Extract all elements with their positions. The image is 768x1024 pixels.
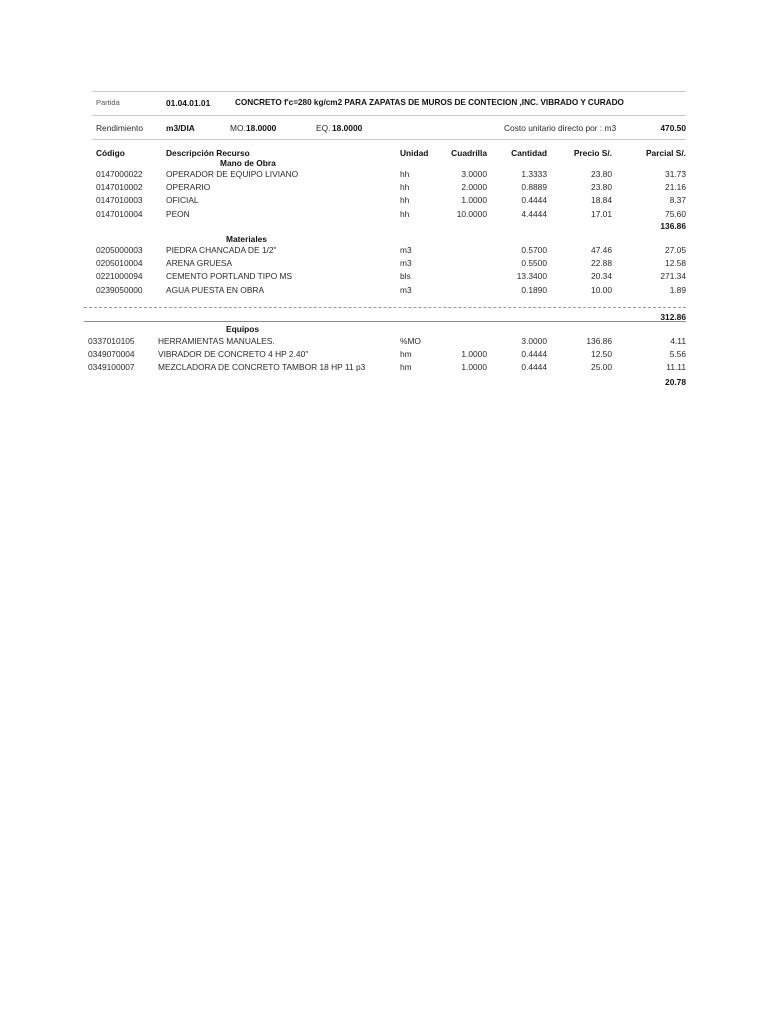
cell-cantidad: 0.5500	[521, 258, 547, 269]
partida-code: 01.04.01.01	[166, 98, 211, 108]
cell-parcial: 31.73	[665, 169, 686, 179]
cell-parcial: 21.16	[665, 182, 686, 193]
cell-cantidad: 0.1890	[521, 284, 547, 295]
mo-label: MO.	[230, 123, 246, 133]
cell-unidad: m3	[400, 258, 412, 269]
cell-precio: 25.00	[591, 362, 612, 373]
cell-cuadrilla: 3.0000	[461, 169, 487, 179]
cell-parcial: 27.05	[665, 245, 686, 255]
cell-codigo: 0205010004	[96, 258, 143, 269]
cell-codigo: 0205000003	[96, 245, 143, 255]
col-codigo: Código	[96, 148, 125, 158]
partida-title: CONCRETO f'c=280 kg/cm2 PARA ZAPATAS DE MUROS DE CONTECION ,INC. VIBRADO Y CURADO	[235, 98, 624, 107]
cell-unidad: hm	[400, 349, 412, 360]
cell-codigo: 0349100007	[88, 362, 135, 373]
cell-codigo: 0349070004	[88, 349, 135, 360]
eq-label: EQ.	[316, 123, 331, 133]
cell-precio: 47.46	[591, 245, 612, 255]
cell-codigo: 0221000094	[96, 271, 143, 282]
cell-unidad: %MO	[400, 336, 421, 346]
cell-precio: 22.88	[591, 258, 612, 269]
col-cantidad: Cantidad	[511, 148, 547, 158]
cell-parcial: 4.11	[670, 336, 686, 346]
cell-codigo: 0147010004	[96, 208, 143, 219]
cell-parcial: 271.34	[660, 271, 686, 282]
cell-parcial: 75.60	[665, 208, 686, 219]
eq-value: 18.0000	[332, 123, 363, 133]
cell-cantidad: 13.3400	[516, 271, 547, 282]
costo-label: Costo unitario directo por : m3	[504, 123, 617, 133]
partida-label: Partida	[96, 98, 120, 107]
col-precio: Precio S/.	[573, 148, 612, 158]
cell-precio: 136.86	[586, 336, 612, 346]
cell-descripcion: MEZCLADORA DE CONCRETO TAMBOR 18 HP 11 p3	[158, 362, 366, 373]
rendimiento-unit: m3/DIA	[166, 123, 195, 133]
cell-codigo: 0337010105	[88, 336, 135, 346]
costo-value: 470.50	[660, 123, 686, 133]
cell-parcial: 1.89	[669, 284, 686, 295]
cell-precio: 10.00	[591, 284, 612, 295]
cell-cantidad: 0.4444	[521, 195, 547, 206]
cell-descripcion: HERRAMIENTAS MANUALES.	[158, 336, 275, 346]
partida-rule	[92, 115, 686, 116]
cell-cantidad: 0.4444	[521, 362, 547, 373]
top-rule	[92, 91, 686, 92]
cell-cantidad: 3.0000	[521, 336, 547, 346]
cell-unidad: hh	[400, 169, 410, 179]
cell-precio: 12.50	[591, 349, 612, 360]
cell-parcial: 11.11	[666, 362, 686, 373]
materiales-rule	[84, 307, 686, 308]
cell-unidad: hh	[400, 195, 410, 206]
cell-unidad: hh	[400, 208, 410, 219]
cell-precio: 18.84	[591, 195, 612, 206]
cell-unidad: m3	[400, 245, 412, 255]
cell-descripcion: OPERADOR DE EQUIPO LIVIANO	[166, 169, 299, 179]
cell-codigo: 0147010003	[96, 195, 143, 206]
cell-cuadrilla: 1.0000	[461, 349, 487, 360]
cell-descripcion: AGUA PUESTA EN OBRA	[166, 284, 265, 295]
col-parcial: Parcial S/.	[645, 148, 686, 158]
cell-descripcion: VIBRADOR DE CONCRETO 4 HP 2.40"	[158, 349, 309, 360]
cell-descripcion: PEON	[166, 208, 190, 219]
cell-unidad: bls	[400, 271, 411, 282]
cell-cuadrilla: 10.0000	[456, 208, 487, 219]
section-title-materiales: Materiales	[226, 234, 267, 244]
cell-cantidad: 0.8889	[521, 182, 547, 193]
cell-codigo: 0147000022	[96, 169, 143, 179]
cell-precio: 23.80	[591, 169, 612, 179]
subtotal-materiales: 312.86	[660, 312, 686, 322]
cell-cantidad: 4.4444	[521, 208, 547, 219]
cell-descripcion: OFICIAL	[166, 195, 199, 206]
cell-cuadrilla: 1.0000	[461, 362, 487, 373]
equipos-rule	[84, 321, 686, 322]
col-descripcion: Descripción Recurso	[166, 148, 250, 158]
rendimiento-label: Rendimiento	[96, 123, 144, 133]
section-title-equipos: Equipos	[226, 324, 260, 334]
cell-precio: 20.34	[591, 271, 612, 282]
section-title-mano-de-obra: Mano de Obra	[220, 158, 276, 168]
cell-parcial: 12.58	[665, 258, 686, 269]
cell-cantidad: 0.4444	[521, 349, 547, 360]
cell-parcial: 8.37	[669, 195, 686, 206]
cell-descripcion: CEMENTO PORTLAND TIPO MS	[166, 271, 293, 282]
cell-cuadrilla: 1.0000	[461, 195, 487, 206]
cell-codigo: 0147010002	[96, 182, 143, 193]
cell-cuadrilla: 2.0000	[461, 182, 487, 193]
rendimiento-rule	[92, 139, 686, 140]
cell-unidad: hh	[400, 182, 410, 193]
cell-precio: 17.01	[591, 208, 612, 219]
cell-descripcion: PIEDRA CHANCADA DE 1/2"	[166, 245, 277, 255]
subtotal-equipos: 20.78	[665, 377, 686, 387]
col-unidad: Unidad	[400, 148, 429, 158]
cell-cantidad: 1.3333	[521, 169, 547, 179]
mo-value: 18.0000	[246, 123, 277, 133]
cell-precio: 23.80	[591, 182, 612, 193]
cell-descripcion: ARENA GRUESA	[166, 258, 233, 269]
cell-unidad: hm	[400, 362, 412, 373]
cell-descripcion: OPERARIO	[166, 182, 211, 193]
cell-parcial: 5.56	[669, 349, 686, 360]
cell-cantidad: 0.5700	[521, 245, 547, 255]
cell-codigo: 0239050000	[96, 284, 143, 295]
subtotal-mano-de-obra: 136.86	[660, 221, 686, 231]
cell-unidad: m3	[400, 284, 412, 295]
col-cuadrilla: Cuadrilla	[451, 148, 487, 158]
